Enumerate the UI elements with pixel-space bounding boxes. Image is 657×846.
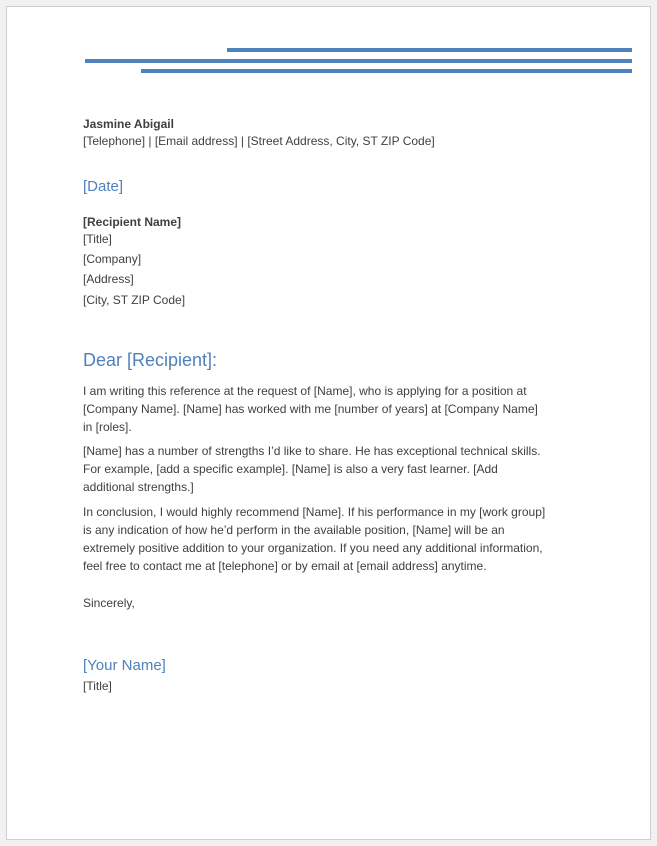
signature-name: [Your Name] xyxy=(83,657,166,674)
body-paragraph-2: [Name] has a number of strengths I’d like to share. He has exceptional technical skills. For example, [add a specific example]. [Name] is also a very fast learner. [Add additional strengths.] xyxy=(83,444,541,494)
sender-contact-line: [Telephone] | [Email address] | [Street Address, City, ST ZIP Code] xyxy=(83,134,435,148)
decorative-rule-middle xyxy=(85,59,632,63)
closing: Sincerely, xyxy=(83,596,135,610)
recipient-company: [Company] xyxy=(83,252,142,266)
signature-title: [Title] xyxy=(83,679,112,693)
salutation: Dear [Recipient]: xyxy=(83,350,218,370)
decorative-rule-top xyxy=(227,48,632,52)
recipient-address: [Address] xyxy=(83,272,134,286)
body-paragraph-3: In conclusion, I would highly recommend [Name]. If his performance in my [work group] is any indication of how he’d perform in the available position, [Name] will be an extremely positive addition to your organization. If you need any additional information, feel free to contact me at [telephone] or by email at [email address] anytime. xyxy=(83,505,546,573)
recipient-city: [City, ST ZIP Code] xyxy=(83,293,186,307)
sender-name: Jasmine Abigail xyxy=(83,117,174,131)
letter-date: [Date] xyxy=(83,178,124,195)
decorative-rule-bottom xyxy=(141,69,632,73)
body-paragraph-1: I am writing this reference at the request of [Name], who is applying for a position at [Company Name]. [Name] has worked with me [number of years] at [Company Name] in [roles]. xyxy=(83,384,538,434)
recipient-name: [Recipient Name] xyxy=(83,215,182,229)
recipient-title: [Title] xyxy=(83,232,112,246)
document-page xyxy=(6,6,651,840)
